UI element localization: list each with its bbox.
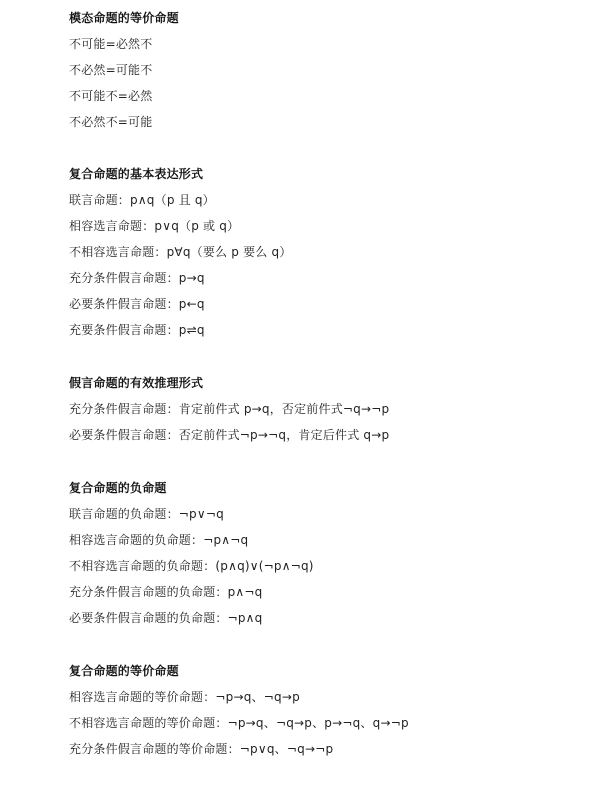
compound-equivalence-item: 充分条件假言命题的等价命题：¬p∨q、¬q→¬p	[69, 742, 334, 756]
modal-equivalence-item: 不必然=可能不	[69, 63, 153, 77]
negation-item: 充分条件假言命题的负命题：p∧¬q	[69, 585, 263, 599]
section-heading-compound-basic-forms: 复合命题的基本表达形式	[69, 167, 204, 181]
compound-equivalence-item: 不相容选言命题的等价命题：¬p→q、¬q→p、p→¬q、q→¬p	[69, 716, 409, 730]
negation-item: 相容选言命题的负命题：¬p∧¬q	[69, 533, 249, 547]
section-heading-compound-equivalence: 复合命题的等价命题	[69, 664, 179, 678]
compound-form-item: 充要条件假言命题：p⇌q	[69, 323, 205, 337]
section-heading-valid-inference: 假言命题的有效推理形式	[69, 376, 204, 390]
modal-equivalence-item: 不可能不=必然	[69, 89, 153, 103]
valid-inference-item: 必要条件假言命题：否定前件式¬p→¬q，肯定后件式 q→p	[69, 428, 390, 442]
modal-equivalence-item: 不可能=必然不	[69, 37, 153, 51]
compound-form-item: 联言命题：p∧q（p 且 q）	[69, 193, 215, 207]
negation-item: 不相容选言命题的负命题：(p∧q)∨(¬p∧¬q)	[69, 559, 314, 573]
compound-equivalence-item: 相容选言命题的等价命题：¬p→q、¬q→p	[69, 690, 300, 704]
compound-form-item: 充分条件假言命题：p→q	[69, 271, 205, 285]
valid-inference-item: 充分条件假言命题：肯定前件式 p→q，否定前件式¬q→¬p	[69, 402, 390, 416]
negation-item: 必要条件假言命题的负命题：¬p∧q	[69, 611, 263, 625]
compound-form-item: 不相容选言命题：p∀q（要么 p 要么 q）	[69, 245, 292, 259]
modal-equivalence-item: 不必然不=可能	[69, 115, 153, 129]
compound-form-item: 相容选言命题：p∨q（p 或 q）	[69, 219, 240, 233]
compound-form-item: 必要条件假言命题：p←q	[69, 297, 205, 311]
negation-item: 联言命题的负命题：¬p∨¬q	[69, 507, 224, 521]
section-heading-negation: 复合命题的负命题	[69, 481, 167, 495]
section-heading-modal-equivalence: 模态命题的等价命题	[69, 11, 179, 25]
